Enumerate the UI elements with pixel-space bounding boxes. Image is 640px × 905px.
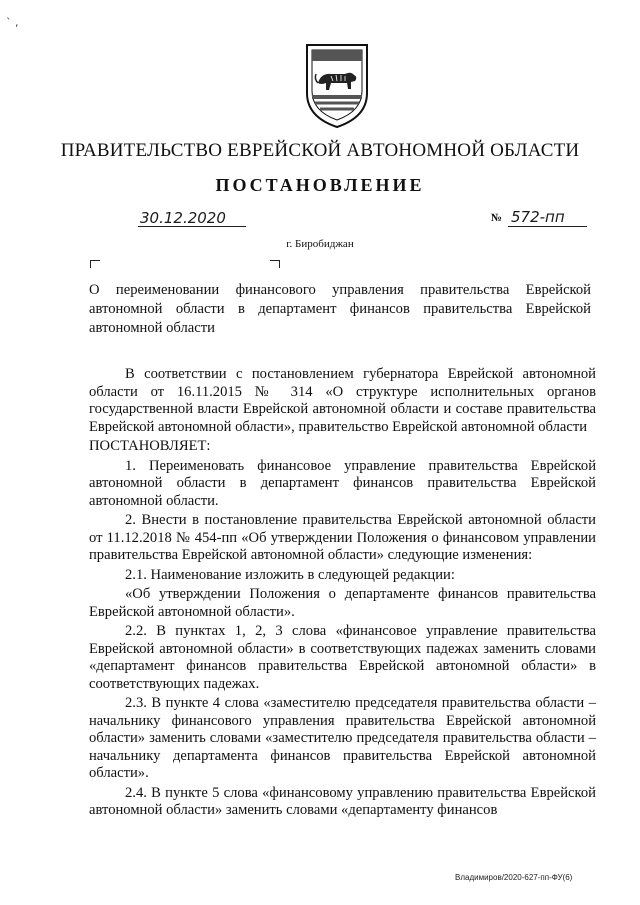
document-body	[89, 366, 596, 822]
clause-2-2: 2.2. В пунктах 1, 2, 3 слова «финансовое управление правительства Еврейской автономной области» в соответствующих падежах заменить словами «департамент финансов правительства Еврейской автономной области» в соответствующих падежах.	[89, 623, 596, 692]
resolves-heading: ПОСТАНОВЛЯЕТ:	[89, 438, 211, 454]
clause-2-3: 2.3. В пункте 4 слова «заместителю председателя правительства области – начальнику финансового управления правительства Еврейской автономной области» заменить словами «заместителю председателя правительства области – начальнику департамента финансов правительства Еврейской автономной области».	[89, 695, 596, 781]
clause-2: 2. Внести в постановление правительства Еврейской автономной области от 11.12.2018 № 454-пп «Об утверждении Положения о финансовом управлении правительства Еврейской автономной области» следующие изменения:	[89, 512, 596, 563]
clause-2-1-text: «Об утверждении Положения о департаменте финансов правительства Еврейской автономной области».	[89, 586, 596, 620]
clause-2-1: 2.1. Наименование изложить в следующей редакции:	[125, 566, 455, 583]
city-label: г. Биробиджан	[286, 238, 354, 250]
date-underline	[138, 226, 246, 227]
subject-corner-left	[90, 260, 100, 268]
preamble-paragraph: В соответствии с постановлением губернатора Еврейской автономной области от 16.11.2015 № 314 «О структуре исполнительных органов государственной власти Еврейской автономной области и составе правительства Еврейской автономной области», правительство Еврейской автономной области	[89, 366, 596, 435]
number-label: №	[491, 212, 503, 224]
coat-of-arms-icon	[301, 41, 373, 129]
handwritten-number: 572-пп	[511, 208, 565, 226]
document-type-title: ПОСТАНОВЛЕНИЕ	[215, 175, 425, 195]
footer-reference: Владимиров/2020-627-пп-ФУ(6)	[455, 873, 573, 882]
clause-1: 1. Переименовать финансовое управление правительства Еврейской автономной области в департамент финансов правительства Еврейской автономной области.	[89, 457, 596, 509]
clause-2-4: 2.4. В пункте 5 слова «финансовому управлению правительства Еврейской автономной области» заменить словами «департаменту финансов	[89, 784, 596, 818]
government-title: ПРАВИТЕЛЬСТВО ЕВРЕЙСКОЙ АВТОНОМНОЙ ОБЛАСТИ	[60, 140, 580, 161]
document-subject: О переименовании финансового управления правительства Еврейской автономной области в департамент финансов правительства Еврейской автономной области	[89, 282, 591, 336]
scan-specks: ` ,	[6, 16, 19, 29]
handwritten-date: 30.12.2020	[140, 209, 226, 227]
number-underline	[508, 226, 587, 227]
subject-corner-right	[270, 260, 280, 268]
